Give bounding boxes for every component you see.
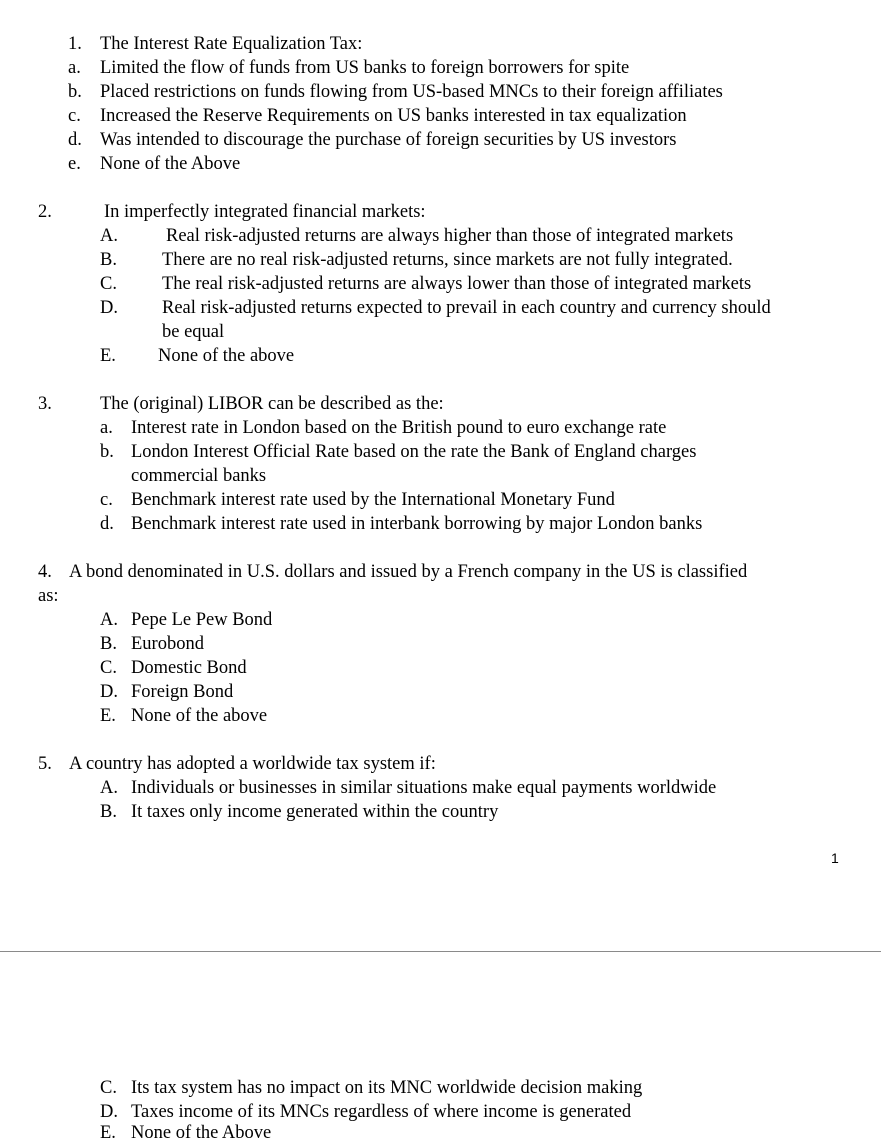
- option-text: None of the above: [158, 346, 295, 366]
- option-letter: E.: [100, 1123, 116, 1143]
- question-number: 5.: [38, 754, 52, 774]
- option-text: Eurobond: [131, 634, 204, 654]
- option-text: None of the Above: [100, 154, 241, 174]
- option-letter: D.: [100, 682, 118, 702]
- option-letter: D.: [100, 298, 118, 318]
- option-letter: C.: [100, 1078, 117, 1098]
- option-text: Foreign Bond: [131, 682, 234, 702]
- option-text-continued: be equal: [162, 322, 225, 342]
- question-stem: A country has adopted a worldwide tax system if:: [69, 754, 436, 774]
- option-letter: b.: [68, 82, 82, 102]
- page-number: 1: [831, 850, 839, 866]
- option-text: Domestic Bond: [131, 658, 247, 678]
- option-text: Individuals or businesses in similar situations make equal payments worldwide: [131, 778, 717, 798]
- option-letter: A.: [100, 610, 118, 630]
- option-text: Interest rate in London based on the British pound to euro exchange rate: [131, 418, 667, 438]
- question-number: 4.: [38, 562, 52, 582]
- option-letter: B.: [100, 634, 117, 654]
- option-letter: d.: [100, 514, 114, 534]
- page-break-divider: [0, 951, 881, 952]
- option-letter: E.: [100, 706, 116, 726]
- question-stem: In imperfectly integrated financial markets:: [104, 202, 426, 222]
- option-letter: d.: [68, 130, 82, 150]
- option-letter: C.: [100, 274, 117, 294]
- option-letter: A.: [100, 778, 118, 798]
- option-text: Limited the flow of funds from US banks to foreign borrowers for spite: [100, 58, 630, 78]
- option-text: Real risk-adjusted returns are always higher than those of integrated markets: [166, 226, 734, 246]
- option-letter: b.: [100, 442, 114, 462]
- question-stem: A bond denominated in U.S. dollars and issued by a French company in the US is classified: [69, 562, 748, 582]
- option-text: Benchmark interest rate used in interbank borrowing by major London banks: [131, 514, 703, 534]
- option-letter: A.: [100, 226, 118, 246]
- option-letter: D.: [100, 1102, 118, 1122]
- option-text: It taxes only income generated within the country: [131, 802, 499, 822]
- option-text: Placed restrictions on funds flowing from US-based MNCs to their foreign affiliates: [100, 82, 723, 102]
- option-text: Taxes income of its MNCs regardless of where income is generated: [131, 1102, 632, 1122]
- option-text: There are no real risk-adjusted returns, since markets are not fully integrated.: [162, 250, 733, 270]
- option-text: Benchmark interest rate used by the International Monetary Fund: [131, 490, 615, 510]
- option-letter: E.: [100, 346, 116, 366]
- question-stem: The Interest Rate Equalization Tax:: [100, 34, 363, 54]
- question-number: 2.: [38, 202, 52, 222]
- question-number: 1.: [68, 34, 82, 54]
- question-stem: The (original) LIBOR can be described as the:: [100, 394, 444, 414]
- option-text: Its tax system has no impact on its MNC worldwide decision making: [131, 1078, 643, 1098]
- option-text: Real risk-adjusted returns expected to prevail in each country and currency should: [162, 298, 771, 318]
- option-letter: c.: [68, 106, 81, 126]
- option-text: The real risk-adjusted returns are always lower than those of integrated markets: [162, 274, 752, 294]
- option-text: None of the Above: [131, 1123, 272, 1143]
- option-text: London Interest Official Rate based on the rate the Bank of England charges: [131, 442, 697, 462]
- option-letter: a.: [100, 418, 113, 438]
- option-text: Increased the Reserve Requirements on US banks interested in tax equalization: [100, 106, 687, 126]
- option-letter: B.: [100, 802, 117, 822]
- question-number: 3.: [38, 394, 52, 414]
- option-letter: C.: [100, 658, 117, 678]
- option-letter: e.: [68, 154, 81, 174]
- option-text: Pepe Le Pew Bond: [131, 610, 273, 630]
- option-letter: a.: [68, 58, 81, 78]
- option-text: None of the above: [131, 706, 268, 726]
- option-letter: c.: [100, 490, 113, 510]
- question-stem-continued: as:: [38, 586, 59, 606]
- option-letter: B.: [100, 250, 117, 270]
- option-text: Was intended to discourage the purchase of foreign securities by US investors: [100, 130, 677, 150]
- option-text-continued: commercial banks: [131, 466, 267, 486]
